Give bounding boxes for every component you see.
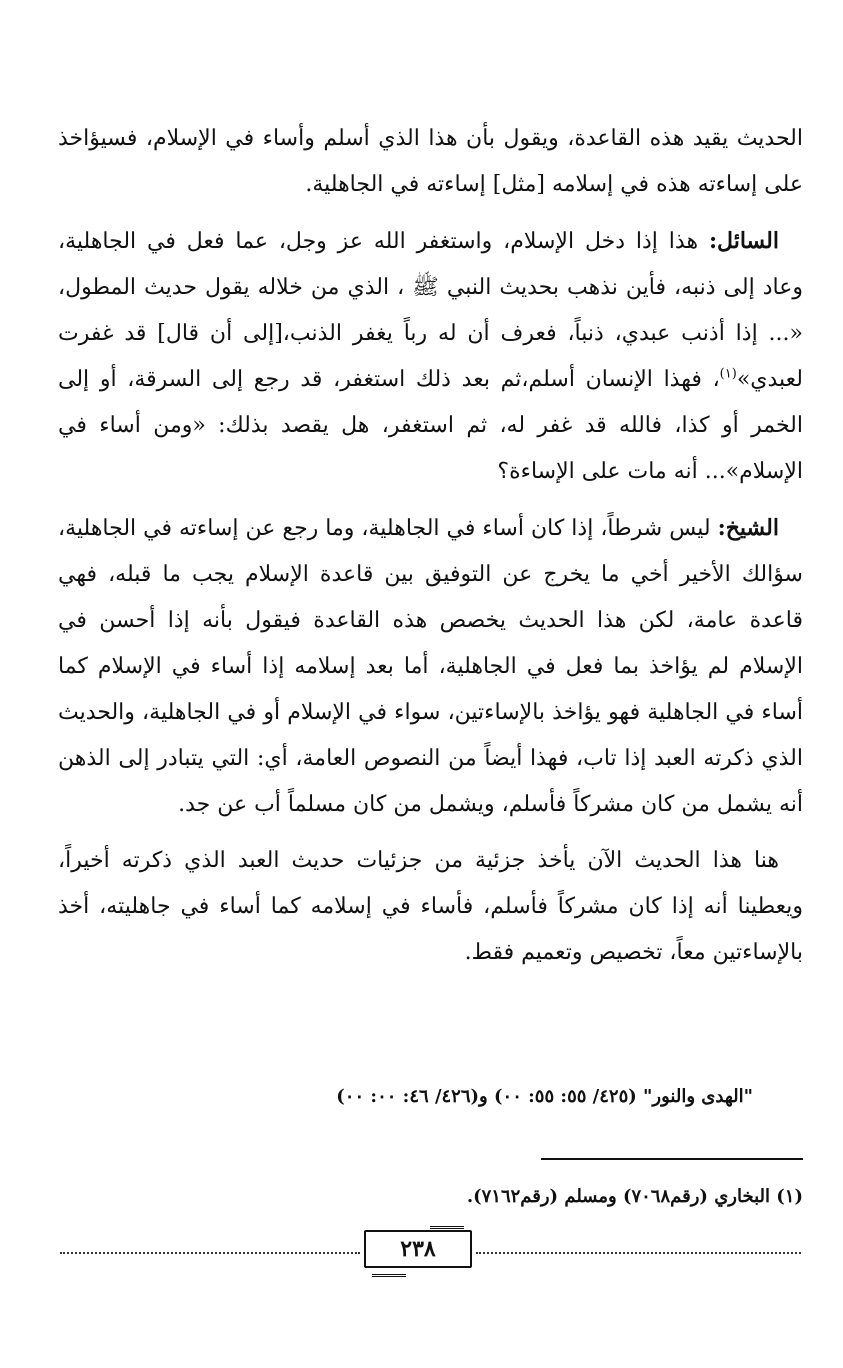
footnote-text: (١) البخاري (رقم٧٠٦٨) ومسلم (رقم٧١٦٢). bbox=[466, 1186, 803, 1207]
paragraph-intro bbox=[58, 116, 803, 208]
footnote-divider bbox=[541, 1158, 803, 1160]
paragraph-sheikh-text: ليس شرطاً، إذا كان أساء في الجاهلية، وما رجع عن إساءته في الجاهلية، سؤالك الأخير أخي ما يخرج عن التوفيق بين قاعدة الإسلام يجب ما قبله، فهي قاعدة عامة، لكن هذا الحديث يخصص هذه القاعدة فيقول بأنه إذا أحسن في الإسلام لم يؤاخذ بما فعل في الجاهلية، أما بعد إسلامه إذا أساء في الإسلام كما أساء في الجاهلية فهو يؤاخذ بالإساءتين، سواء في الإسلام أو في الجاهلية، والحديث الذي ذكرته العبد إذا تاب، فهذا أيضاً من النصوص العامة، أي: التي يتبادر إلى الذهن أنه يشمل من كان مشركاً فأسلم، ويشمل من كان مسلماً أب عن جد. bbox=[58, 516, 803, 817]
footer-dotted-rule-right bbox=[476, 1252, 801, 1254]
paragraph-questioner-text: هذا إذا دخل الإسلام، واستغفر الله عز وجل، عما فعل في الجاهلية، وعاد إلى ذنبه، فأين نذهب بحديث النبي ﷺ ، الذي من خلاله يقول حديث المطول، «... إذا أذنب عبدي، ذنباً، فعرف أن له رباً يغفر الذنب،[إلى أن قال] قد غفرت لعبدي» bbox=[58, 229, 803, 392]
paragraph-questioner bbox=[58, 218, 803, 495]
main-text bbox=[58, 116, 803, 986]
paragraph-conclusion bbox=[58, 838, 803, 976]
speaker-label-sheikh: الشيخ: bbox=[717, 515, 779, 541]
frame-ornament-icon bbox=[372, 1266, 406, 1277]
footer-dotted-rule-left bbox=[60, 1252, 360, 1254]
footnote-marker: (١) bbox=[719, 366, 737, 382]
paragraph-intro-text: الحديث يقيد هذه القاعدة، ويقول بأن هذا الذي أسلم وأساء في الإسلام، فسيؤاخذ على إساءته هذه في إسلامه [مثل] إساءته في الجاهلية. bbox=[58, 126, 803, 197]
page-number: ٢٣٨ bbox=[400, 1236, 436, 1262]
paragraph-sheikh bbox=[58, 505, 803, 828]
speaker-label-questioner: السائل: bbox=[708, 228, 779, 254]
source-reference: "الهدى والنور" (٤٢٥/ ٥٥: ٥٥: ٠٠) و(٤٢٦/ ٤٦: ٠٠: ٠٠) bbox=[336, 1086, 753, 1107]
paragraph-conclusion-text: هنا هذا الحديث الآن يأخذ جزئية من جزئيات حديث العبد الذي ذكرته أخيراً، ويعطينا أنه إذا كان مشركاً فأسلم، فأساء في إسلامه كما أساء في جاهليته، أخذ بالإساءتين معاً، تخصيص وتعميم فقط. bbox=[58, 848, 803, 965]
paragraph-questioner-text-after: ، فهذا الإنسان أسلم،ثم بعد ذلك استغفر، قد رجع إلى السرقة، أو إلى الخمر أو كذا، فالله قد غفر له، ثم استغفر، هل يقصد بذلك: «ومن أساء في الإسلام»... أنه مات على الإساءة؟ bbox=[58, 367, 803, 484]
